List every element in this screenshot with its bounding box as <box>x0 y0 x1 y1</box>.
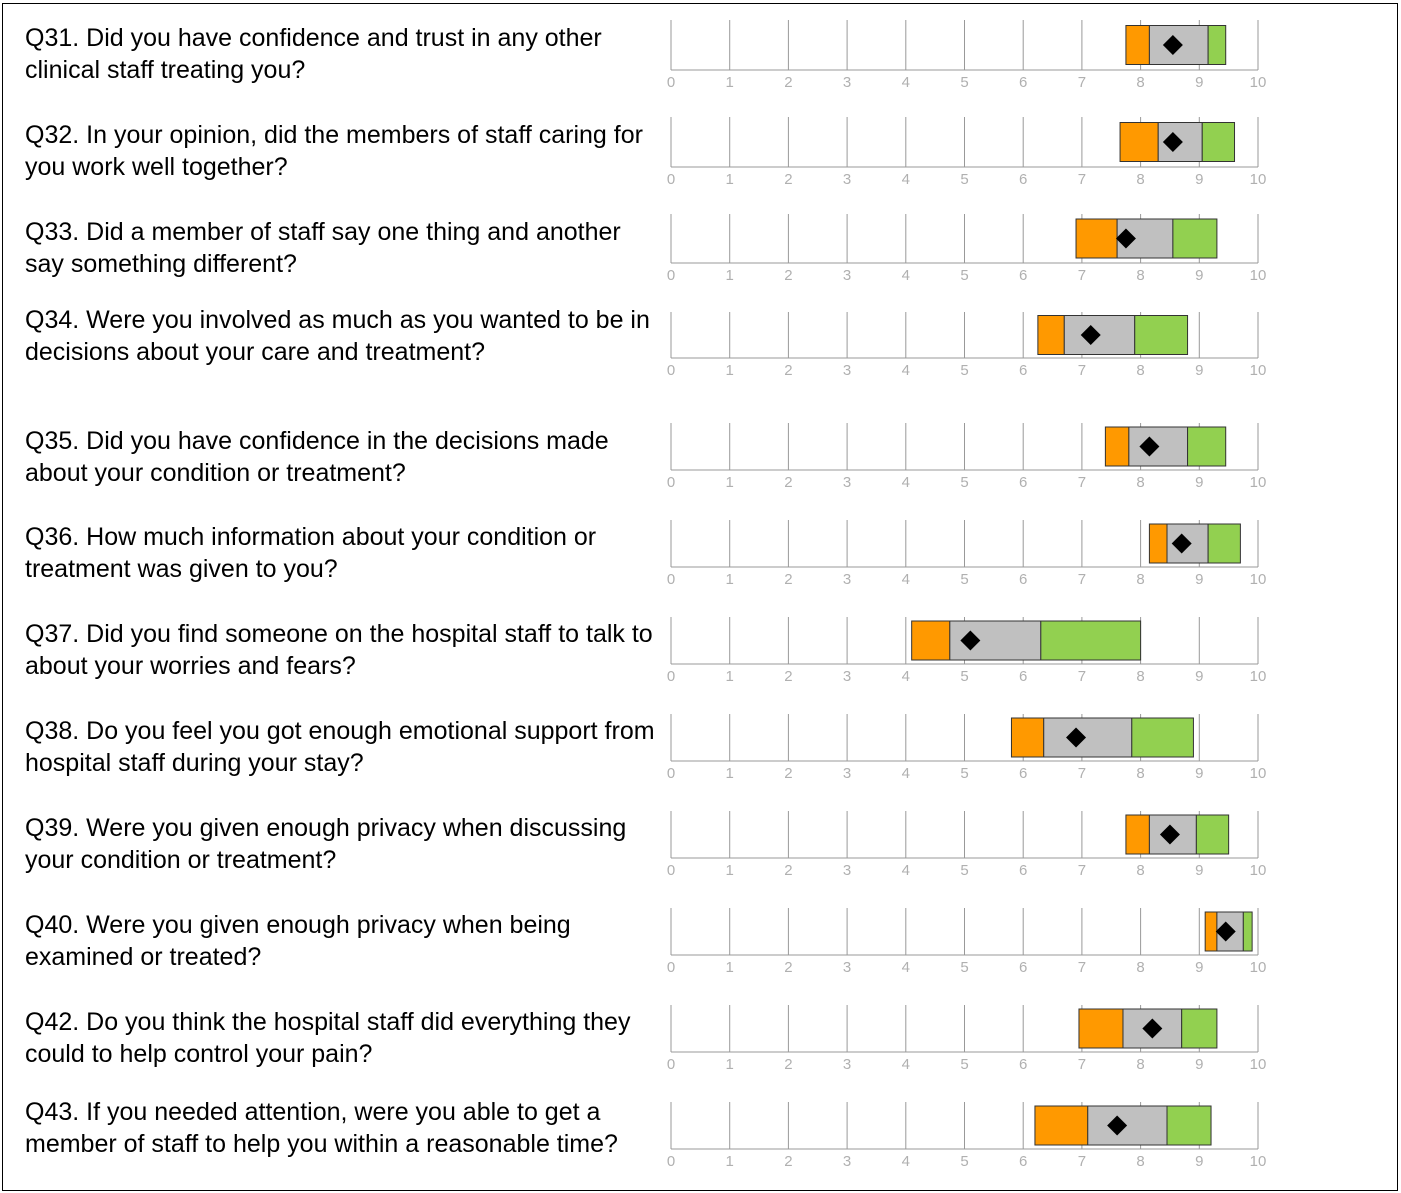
tick-label: 0 <box>666 668 676 685</box>
low-range-bar <box>1011 718 1043 757</box>
question-label: Q31. Did you have confidence and trust in any other clinical staff treating you? <box>25 24 602 84</box>
question-label: Q40. Were you given enough privacy when being examined or treated? <box>25 911 571 971</box>
tick-label: 10 <box>1249 862 1267 879</box>
tick-label: 2 <box>784 862 793 879</box>
tick-label: 2 <box>784 362 793 379</box>
tick-label: 1 <box>725 959 734 976</box>
tick-label: 3 <box>842 1153 852 1170</box>
tick-label: 8 <box>1136 668 1145 685</box>
tick-label: 5 <box>960 862 969 879</box>
tick-label: 2 <box>784 1153 793 1170</box>
tick-label: 3 <box>842 765 852 782</box>
tick-label: 1 <box>725 862 734 879</box>
tick-label: 3 <box>842 1056 852 1073</box>
tick-label: 2 <box>784 171 793 188</box>
tick-label: 3 <box>842 171 852 188</box>
tick-label: 6 <box>1019 862 1028 879</box>
tick-label: 6 <box>1019 74 1028 91</box>
tick-label: 0 <box>666 171 676 188</box>
tick-label: 9 <box>1195 74 1204 91</box>
tick-label: 7 <box>1077 1056 1087 1073</box>
mid-range-bar <box>1088 1106 1167 1145</box>
high-range-bar <box>1182 1009 1217 1048</box>
tick-label: 2 <box>784 571 793 588</box>
tick-label: 0 <box>666 1153 676 1170</box>
tick-label: 10 <box>1249 571 1267 588</box>
tick-label: 6 <box>1019 765 1028 782</box>
high-range-bar <box>1041 621 1141 660</box>
tick-label: 2 <box>784 765 793 782</box>
tick-label: 2 <box>784 267 793 284</box>
tick-label: 9 <box>1195 171 1204 188</box>
low-range-bar <box>1205 912 1217 951</box>
tick-label: 3 <box>842 571 852 588</box>
high-range-bar <box>1188 427 1226 466</box>
tick-label: 3 <box>842 267 852 284</box>
tick-label: 0 <box>666 862 676 879</box>
tick-label: 5 <box>960 668 969 685</box>
tick-label: 0 <box>666 267 676 284</box>
question-row <box>667 714 1267 782</box>
tick-label: 7 <box>1077 571 1087 588</box>
low-range-bar <box>1105 427 1128 466</box>
tick-label: 5 <box>960 959 969 976</box>
tick-label: 9 <box>1195 959 1204 976</box>
tick-label: 1 <box>725 1153 734 1170</box>
tick-label: 7 <box>1077 74 1087 91</box>
tick-label: 9 <box>1195 362 1204 379</box>
question-label: Q37. Did you find someone on the hospital staff to talk to about your worries and fears? <box>25 620 653 680</box>
tick-label: 8 <box>1136 571 1145 588</box>
tick-label: 9 <box>1195 571 1204 588</box>
high-range-bar <box>1196 815 1228 854</box>
tick-label: 10 <box>1249 474 1267 491</box>
tick-label: 3 <box>842 474 852 491</box>
tick-label: 2 <box>784 474 793 491</box>
tick-label: 4 <box>901 765 910 782</box>
tick-label: 0 <box>666 571 676 588</box>
question-row <box>667 214 1267 284</box>
tick-label: 0 <box>666 474 676 491</box>
tick-label: 10 <box>1249 1153 1267 1170</box>
tick-label: 9 <box>1195 267 1204 284</box>
high-range-bar <box>1202 123 1234 162</box>
high-range-bar <box>1208 26 1226 65</box>
tick-label: 10 <box>1249 362 1267 379</box>
tick-label: 0 <box>666 1056 676 1073</box>
question-row <box>667 520 1267 588</box>
low-range-bar <box>1126 26 1149 65</box>
question-row <box>667 1102 1267 1170</box>
question-label: Q38. Do you feel you got enough emotional support from hospital staff during your stay? <box>25 717 655 777</box>
tick-label: 3 <box>842 668 852 685</box>
tick-label: 3 <box>842 959 852 976</box>
tick-label: 5 <box>960 765 969 782</box>
tick-label: 9 <box>1195 1056 1204 1073</box>
tick-label: 2 <box>784 959 793 976</box>
tick-label: 4 <box>901 171 910 188</box>
low-range-bar <box>1079 1009 1123 1048</box>
tick-label: 7 <box>1077 1153 1087 1170</box>
question-row <box>667 1005 1267 1073</box>
question-row <box>667 617 1267 685</box>
tick-label: 6 <box>1019 474 1028 491</box>
tick-label: 8 <box>1136 171 1145 188</box>
tick-label: 4 <box>901 362 910 379</box>
low-range-bar <box>1035 1106 1088 1145</box>
tick-label: 6 <box>1019 959 1028 976</box>
tick-label: 6 <box>1019 1153 1028 1170</box>
tick-label: 6 <box>1019 1056 1028 1073</box>
tick-label: 1 <box>725 474 734 491</box>
tick-label: 6 <box>1019 668 1028 685</box>
high-range-bar <box>1173 219 1217 258</box>
tick-label: 4 <box>901 571 910 588</box>
tick-label: 7 <box>1077 959 1087 976</box>
question-row <box>667 423 1267 491</box>
tick-label: 2 <box>784 1056 793 1073</box>
question-label: Q34. Were you involved as much as you wanted to be in decisions about your care and treatment? <box>25 306 650 366</box>
low-range-bar <box>1038 316 1064 355</box>
tick-label: 3 <box>842 362 852 379</box>
tick-label: 1 <box>725 765 734 782</box>
tick-label: 0 <box>666 362 676 379</box>
question-label: Q33. Did a member of staff say one thing and another say something different? <box>25 218 621 278</box>
tick-label: 7 <box>1077 362 1087 379</box>
tick-label: 3 <box>842 74 852 91</box>
tick-label: 7 <box>1077 862 1087 879</box>
tick-label: 10 <box>1249 74 1267 91</box>
tick-label: 4 <box>901 862 910 879</box>
question-label: Q43. If you needed attention, were you able to get a member of staff to help you within a reasonable time? <box>25 1098 618 1158</box>
tick-label: 6 <box>1019 362 1028 379</box>
question-label: Q32. In your opinion, did the members of staff caring for you work well together? <box>25 121 643 181</box>
question-label: Q39. Were you given enough privacy when discussing your condition or treatment? <box>25 814 627 874</box>
mid-range-bar <box>1044 718 1132 757</box>
tick-label: 8 <box>1136 1153 1145 1170</box>
question-label: Q42. Do you think the hospital staff did everything they could to help control your pain? <box>25 1008 631 1068</box>
tick-label: 7 <box>1077 765 1087 782</box>
tick-label: 10 <box>1249 267 1267 284</box>
tick-label: 8 <box>1136 362 1145 379</box>
tick-label: 5 <box>960 267 969 284</box>
tick-label: 5 <box>960 171 969 188</box>
tick-label: 9 <box>1195 1153 1204 1170</box>
low-range-bar <box>1126 815 1149 854</box>
tick-label: 8 <box>1136 959 1145 976</box>
tick-label: 1 <box>725 74 734 91</box>
tick-label: 0 <box>666 74 676 91</box>
tick-label: 3 <box>842 862 852 879</box>
high-range-bar <box>1243 912 1252 951</box>
question-label: Q36. How much information about your condition or treatment was given to you? <box>25 523 597 583</box>
high-range-bar <box>1208 524 1240 563</box>
tick-label: 7 <box>1077 474 1087 491</box>
tick-label: 4 <box>901 74 910 91</box>
question-row <box>667 117 1267 188</box>
tick-label: 9 <box>1195 862 1204 879</box>
low-range-bar <box>1149 524 1167 563</box>
tick-label: 7 <box>1077 171 1087 188</box>
tick-label: 6 <box>1019 267 1028 284</box>
tick-label: 6 <box>1019 571 1028 588</box>
tick-label: 1 <box>725 1056 734 1073</box>
tick-label: 9 <box>1195 765 1204 782</box>
tick-label: 0 <box>666 959 676 976</box>
tick-label: 1 <box>725 362 734 379</box>
tick-label: 4 <box>901 1056 910 1073</box>
tick-label: 7 <box>1077 267 1087 284</box>
high-range-bar <box>1132 718 1194 757</box>
tick-label: 8 <box>1136 765 1145 782</box>
tick-label: 8 <box>1136 1056 1145 1073</box>
tick-label: 1 <box>725 571 734 588</box>
tick-label: 7 <box>1077 668 1087 685</box>
tick-label: 2 <box>784 74 793 91</box>
tick-label: 8 <box>1136 474 1145 491</box>
low-range-bar <box>912 621 950 660</box>
tick-label: 1 <box>725 668 734 685</box>
tick-label: 5 <box>960 474 969 491</box>
tick-label: 5 <box>960 1056 969 1073</box>
tick-label: 5 <box>960 1153 969 1170</box>
low-range-bar <box>1076 219 1117 258</box>
tick-label: 8 <box>1136 267 1145 284</box>
tick-label: 8 <box>1136 74 1145 91</box>
tick-label: 9 <box>1195 668 1204 685</box>
question-row <box>667 20 1267 91</box>
tick-label: 5 <box>960 571 969 588</box>
question-label: Q35. Did you have confidence in the decisions made about your condition or treatment? <box>25 427 609 487</box>
tick-label: 10 <box>1249 171 1267 188</box>
tick-label: 4 <box>901 668 910 685</box>
question-row <box>667 908 1267 976</box>
tick-label: 8 <box>1136 862 1145 879</box>
high-range-bar <box>1135 316 1188 355</box>
tick-label: 10 <box>1249 765 1267 782</box>
tick-label: 4 <box>901 1153 910 1170</box>
tick-label: 9 <box>1195 474 1204 491</box>
tick-label: 1 <box>725 171 734 188</box>
tick-label: 10 <box>1249 959 1267 976</box>
question-row <box>667 811 1267 879</box>
tick-label: 5 <box>960 74 969 91</box>
tick-label: 5 <box>960 362 969 379</box>
tick-label: 4 <box>901 474 910 491</box>
tick-label: 1 <box>725 267 734 284</box>
tick-label: 10 <box>1249 1056 1267 1073</box>
question-row <box>667 312 1267 379</box>
tick-label: 4 <box>901 959 910 976</box>
tick-label: 10 <box>1249 668 1267 685</box>
tick-label: 4 <box>901 267 910 284</box>
low-range-bar <box>1120 123 1158 162</box>
tick-label: 6 <box>1019 171 1028 188</box>
tick-label: 0 <box>666 765 676 782</box>
high-range-bar <box>1167 1106 1211 1145</box>
tick-label: 2 <box>784 668 793 685</box>
